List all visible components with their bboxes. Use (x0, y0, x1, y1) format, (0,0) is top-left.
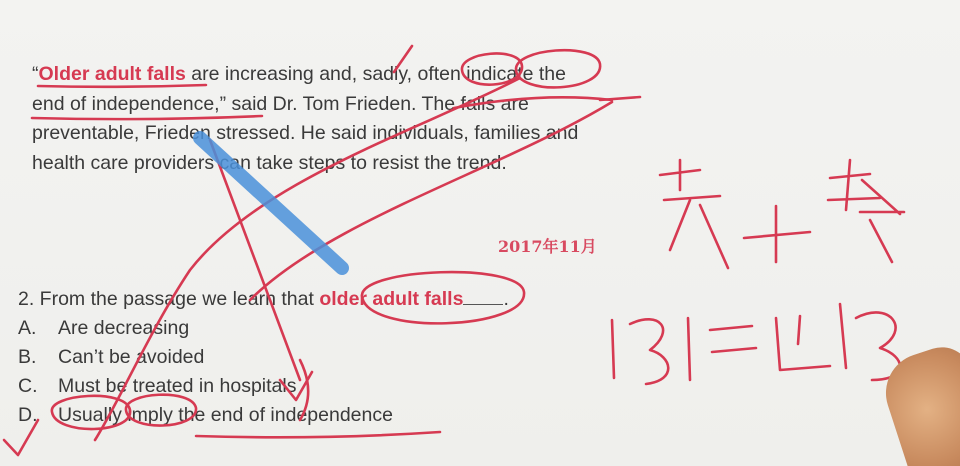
option-b[interactable] (18, 343, 509, 372)
stem-suffix: . (503, 288, 509, 310)
option-text: Usually imply the end of independence (58, 404, 393, 426)
handwritten-chinese-note (660, 160, 904, 268)
handwritten-equation-note (612, 304, 900, 384)
stem-prefix: 2. From the passage we learn that (18, 288, 320, 310)
option-label: A. (18, 317, 37, 339)
option-a[interactable] (18, 314, 509, 343)
passage-line-4: health care providers can take steps to resist the trend. (32, 151, 507, 174)
answer-blank (463, 286, 503, 305)
option-c[interactable] (18, 372, 509, 401)
passage-line-3: preventable, Frieden stressed. He said individuals, families and (32, 122, 579, 144)
option-text: Are decreasing (58, 317, 190, 339)
option-label: D. (18, 404, 38, 426)
underline-option-d (196, 432, 440, 437)
reading-passage (32, 60, 672, 178)
option-text: Can’t be avoided (58, 346, 205, 368)
stem-answer: older adult falls (319, 288, 464, 310)
open-quote: “ (32, 63, 39, 85)
passage-line-2: end of independence,” said Dr. Tom Frieden. The falls are (32, 92, 529, 115)
passage-line-1 (32, 60, 672, 90)
question-stem (18, 285, 509, 314)
option-label: C. (18, 375, 38, 397)
passage-line-1-rest: are increasing and, sadly, often indicate the (185, 63, 567, 85)
presenter-hand (876, 340, 960, 466)
question-block (18, 285, 509, 430)
highlighted-phrase: Older adult falls (38, 63, 186, 85)
option-d[interactable] (18, 401, 509, 430)
option-label: B. (18, 346, 37, 368)
option-text: Must be treated in hospitals (58, 375, 297, 397)
annotation-date: 2017年11月 (498, 237, 597, 256)
